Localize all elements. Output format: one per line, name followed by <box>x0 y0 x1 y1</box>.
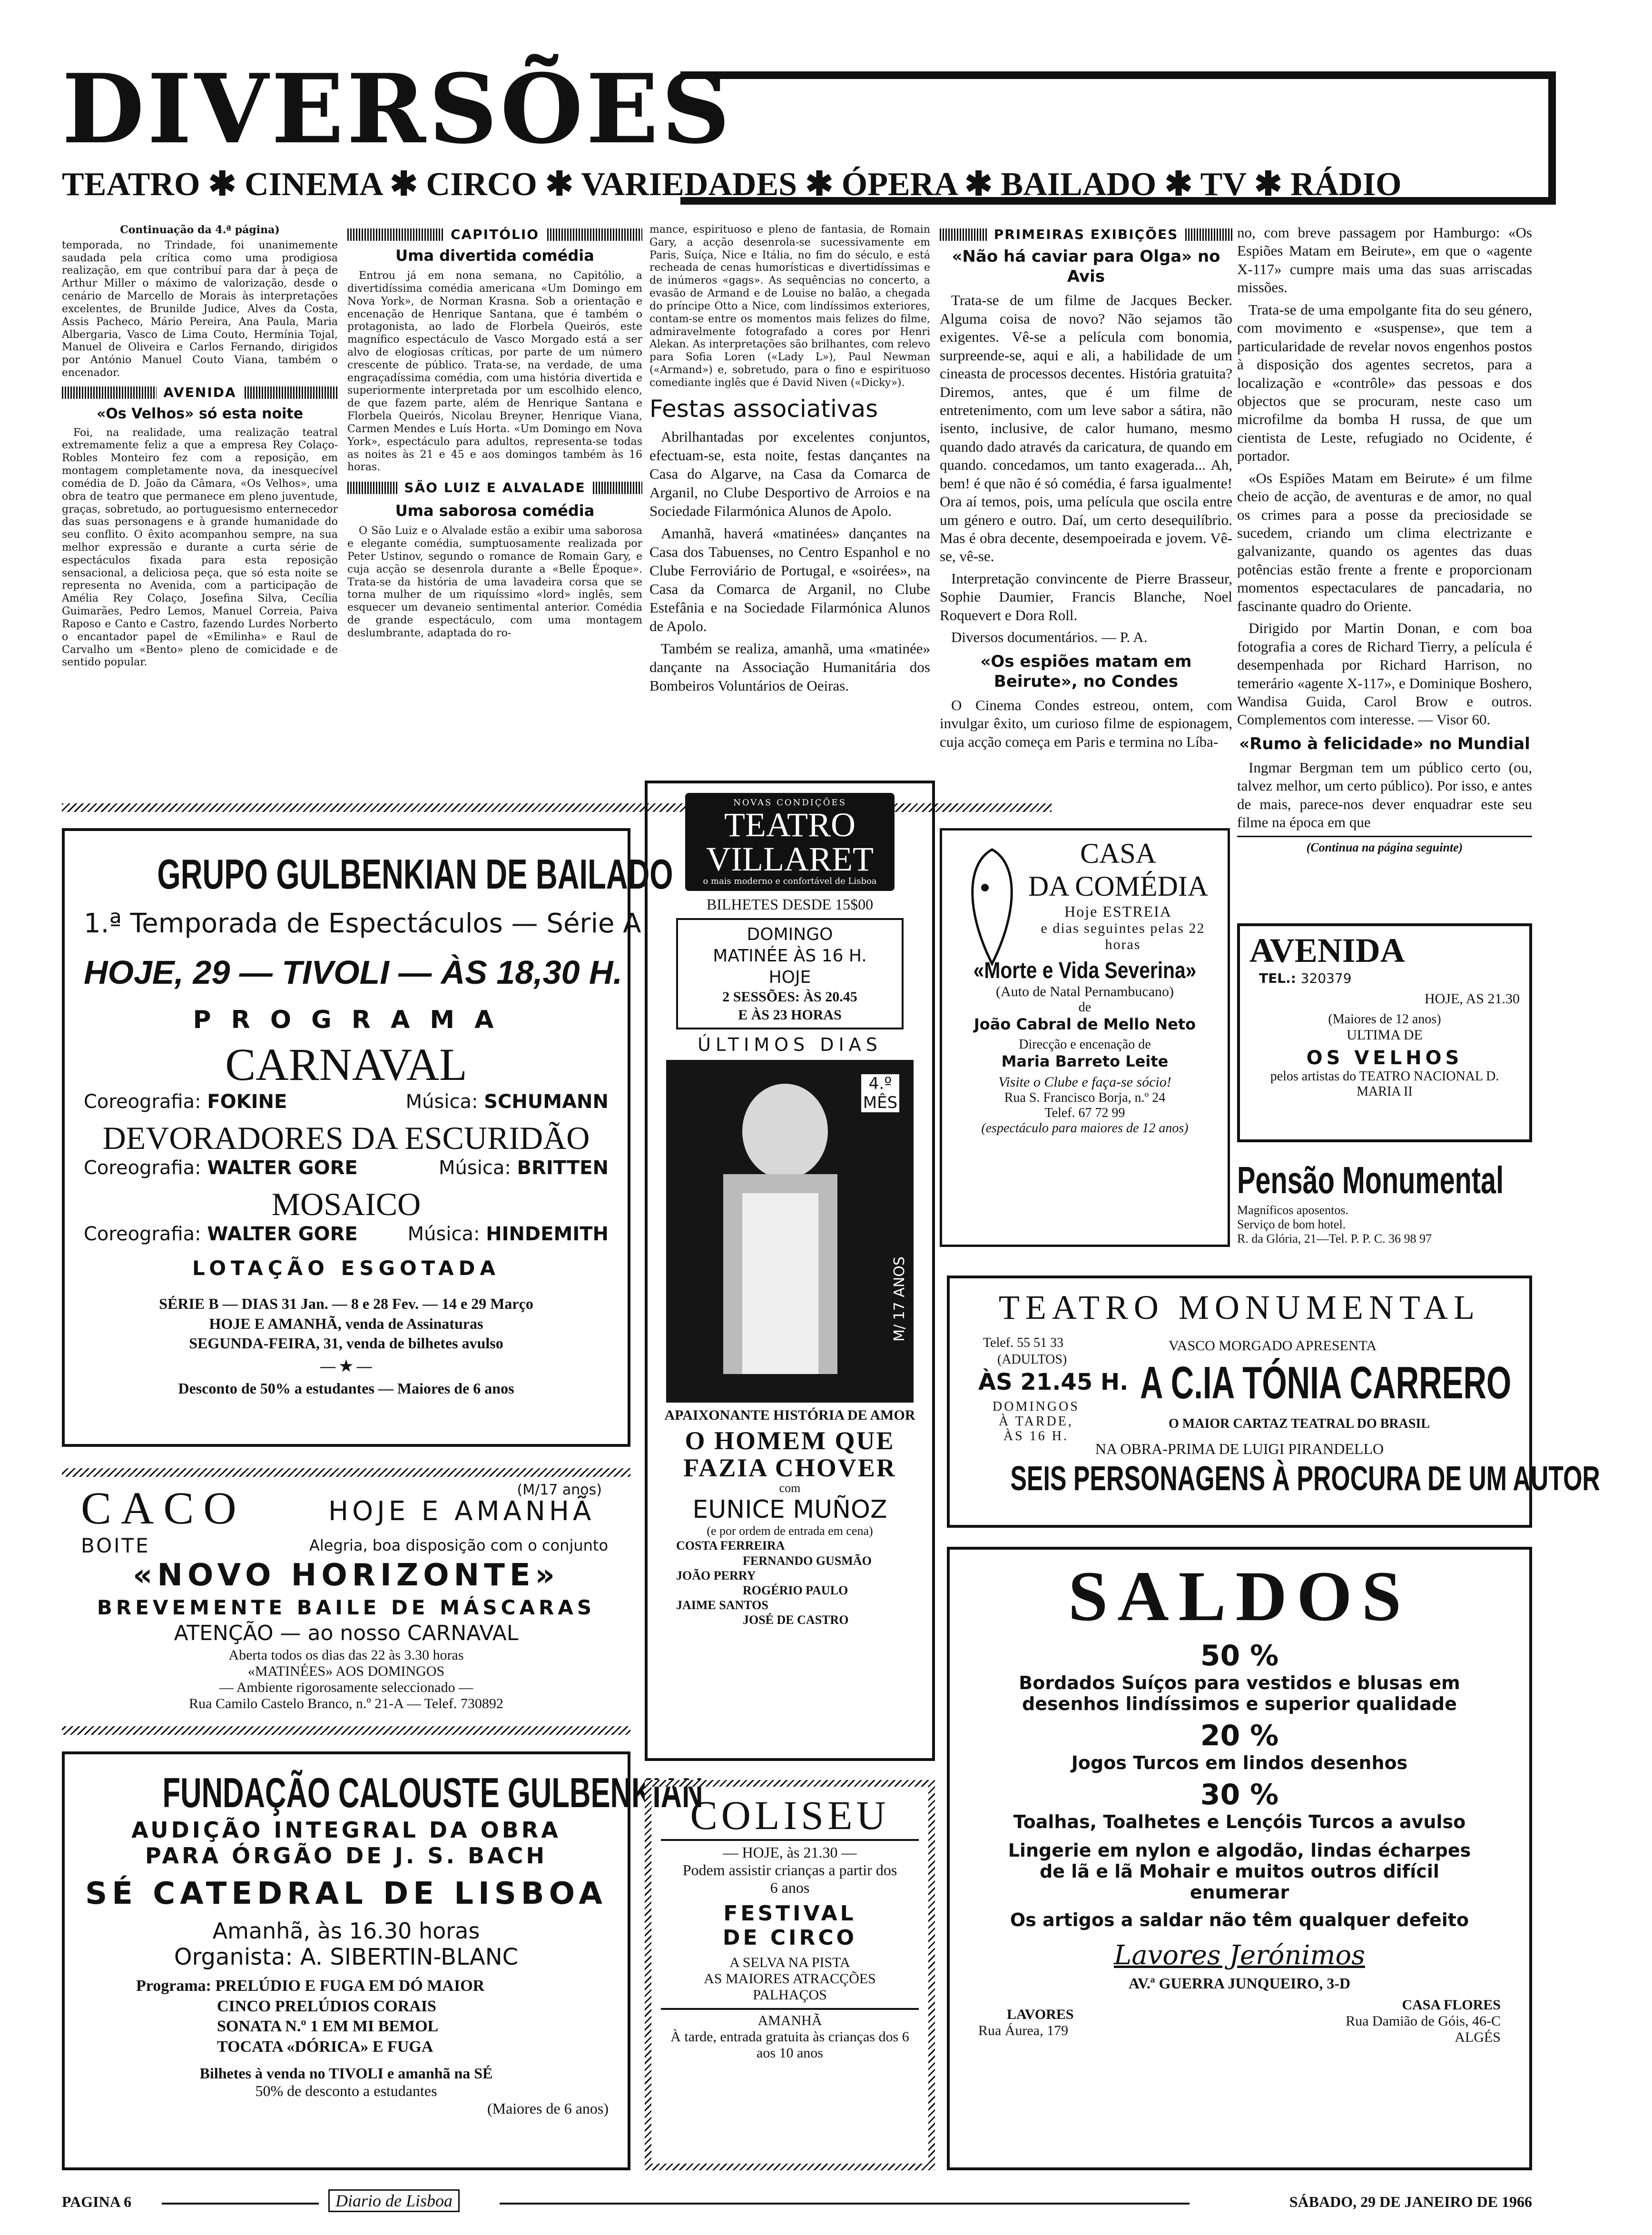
desc-30: Toalhas, Toalhetes e Lençóis Turcos a avulso <box>1013 1811 1466 1832</box>
line3: R. da Glória, 21—Tel. P. P. C. 36 98 97 <box>1237 1232 1432 1246</box>
tickets: Bilhetes à venda no TIVOLI e amanhã na SÉ <box>199 2065 493 2082</box>
age: (Maiores de 12 anos) <box>1328 1012 1441 1027</box>
line1: Magníficos aposentos. <box>1237 1203 1348 1217</box>
masthead-title: DIVERSÕES <box>62 53 733 165</box>
circo: DE CIRCO <box>722 1926 857 1950</box>
piece-mosaico: MOSAICO <box>271 1186 421 1222</box>
age-label: M/ 17 ANOS <box>891 1256 908 1342</box>
subtitle: (Auto de Natal Pernambucano) <box>995 984 1174 999</box>
column-5 <box>1237 224 1532 855</box>
schedule: e dias seguintes pelas 22 horas <box>1041 920 1205 952</box>
season: 1.ª Temporada de Espectáculos — Série A <box>84 908 641 939</box>
article-text: Também se realiza, amanhã, uma «matinée» dançante na Associação Humanitária dos Bombeiros Voluntários de Oeiras. <box>649 640 930 694</box>
headline-rumo: «Rumo à felicidade» no Mundial <box>1239 734 1530 753</box>
tagline: Alegria, boa disposição com o conjunto <box>309 1536 609 1554</box>
credits-mosaico: Coreografia: WALTER GORE Música: HINDEMITH <box>84 1223 609 1245</box>
tag2: AS MAIORES ATRACÇÕES <box>704 1971 876 1987</box>
price: BILHETES DESDE 15$00 <box>706 896 874 913</box>
credits-devoradores: Coreografia: WALTER GORE Música: BRITTEN <box>84 1157 609 1179</box>
article-text: Foi, na realidade, uma realização teatral extremamente feliz a que a empresa Rey Colaço-Robles Monteiro fez com a reposição, em montagem completamente nova, da inesquecível comédia de D. João da Câmara, «Os Velhos», uma obra de teatro que permanece em pleno juventude, graças, sobretudo, ao portuguesismo enternecedor das suas personagens e à grande humanidade do seu conflito. O êxito acompanhou sempre, na sua melhor expressão e durante a curta série de espectáculos fixada para esta reposição sensacional, a deliciosa peça, que só esta noite se representa no Avenida, com a participação de Amélia Rey Colaço, Josefina Silva, Cecília Guimarães, Pedro Lemos, Manuel Correia, Paiva Raposo e Canto e Castro, fazendo Lurdes Norberto o encantador papel de «Emilinha» e Raul de Carvalho um «Bento» pleno de comicidade e de sentido popular. <box>62 426 338 669</box>
article-text: mance, espirituoso e pleno de fantasia, de Romain Gary, a acção desenrola-se sucessivamente em Paris, Suíça, Nice e Itália, no fim do século, e está recheada de cenas humorísticas e divertidíssimas e de inúmeros «gags». As sequências no concerto, a evasão de Armand e de Louise no balão, a chegada do príncipe Otto a Nice, com lindíssimos exteriores, contam-se entre os momentos mais felizes do filme, admiravelmente fotografado a cores por Henri Alekan. As interpretações são brilhantes, com relevo para Sofia Loren («Lady L»), Paul Newman («Armand») e, sobretudo, para o fino e espirituoso comediante inglês que é David Niven («Dicky»). <box>649 224 930 389</box>
director: Maria Barreto Leite <box>1001 1052 1169 1070</box>
phone: Telef. 55 51 33 <box>983 1335 1064 1350</box>
discount: Desconto de 50% a estudantes — Maiores de 6 anos <box>178 1380 514 1397</box>
page-footer <box>62 2189 1532 2218</box>
ad-title: GRUPO GULBENKIAN DE BAILADO <box>157 850 673 898</box>
age: (Maiores de 6 anos) <box>487 2100 609 2117</box>
actress-photo <box>666 1060 914 1403</box>
age-note: (espectáculo para maiores de 12 anos) <box>981 1121 1189 1136</box>
separator-star: — ★ — <box>320 1357 372 1375</box>
ambiente: — Ambiente rigorosamente seleccionado — <box>219 1680 473 1695</box>
desc-defects: Os artigos a saldar não têm qualquer defeito <box>1010 1909 1469 1930</box>
headline-divertida: Uma divertida comédia <box>395 247 594 265</box>
column-1 <box>62 224 338 673</box>
sold-out: LOTAÇÃO ESGOTADA <box>192 1256 500 1280</box>
programa-label: P R O G R A M A <box>193 1006 500 1034</box>
name2: DA COMÉDIA <box>1028 870 1209 902</box>
article-text: temporada, no Trindade, foi unanimemente saudada pela crítica como uma prodigiosa realização, em que contribuí para dar à peça de Arthur Miller o máximo de valorização, desde o cenário de Marcello de Morais às interpretações excelentes, de Brunilde Judice, Alves da Costa, Assis Pacheco, Mário Pereira, Ana Paula, Maria Albergaria, Vasco de Lima Couto, Hermínia Tojal, Manuel de Oliveira e Carlos Fernando, dirigidos por António Manuel Couto Viana, também o encenador. <box>62 239 338 379</box>
with-label: com <box>779 1481 801 1495</box>
article-text: Diversos documentários. — P. A. <box>951 629 1148 646</box>
ad-pensao-monumental <box>1237 1161 1532 1252</box>
adults: (ADULTOS) <box>997 1352 1067 1367</box>
carnaval-note: ATENÇÃO — ao nosso CARNAVAL <box>174 1621 519 1645</box>
line1: AUDIÇÃO INTEGRAL DA OBRA <box>131 1817 561 1843</box>
serie-b-dates: SÉRIE B — DIAS 31 Jan. — 8 e 28 Fev. — 14 e 29 Março <box>159 1295 533 1312</box>
column-2 <box>347 224 642 644</box>
ad-teatro-villaret <box>645 781 935 1761</box>
phone: TEL.: 320379 <box>1259 970 1352 986</box>
ad-avenida <box>1237 923 1532 1142</box>
boite-label: BOITE <box>81 1534 150 1557</box>
performers: pelos artistas do TEATRO NACIONAL D. MARIA II <box>1270 1069 1499 1099</box>
club-note: Visite o Clube e faça-se sócio! <box>998 1074 1171 1090</box>
line2: Serviço de bom hotel. <box>1237 1217 1346 1231</box>
brand-signature: Lavores Jerónimos <box>1114 1939 1365 1971</box>
schedule-box: DOMINGO MATINÉE ÀS 16 H. HOJE 2 SESSÕES: ÀS 20.45 E ÀS 23 HORAS <box>676 918 904 1029</box>
play-title: «Morte e Vida Severina» <box>973 958 1197 983</box>
ad-teatro-monumental <box>947 1276 1600 1528</box>
desc-lingerie: Lingerie em nylon e algodão, lindas écharpes de lã e lã Mohair e muitos outros difícil enumerar <box>1008 1839 1471 1903</box>
article-text: Trata-se de um filme de Jacques Becker. Alguma coisa de novo? Não sejamos tão exigentes. Vê-se a película com bonomia, surpreende-se, aqui e ali, a habilidade de um cineasta de processos decentes. História gratuita? Diremos, antes, que é um filme de entretenimento, com um leve sabor a sátira, não isento, inclusive, de calor humano, mesmo quando dado através da caricatura, de quando em quando. concedamos, um tanto exagerada... Ah, bem! é que não é só comédia, é farsa igualmente! Ora aí temos, pois, uma película que oscila entre um género e outro. Daí, um certo desequilíbrio. Mas é obra decente, desempoeirada e jovem. Vê-se, vê-se. <box>940 292 1232 565</box>
footer-rule-left <box>162 2203 319 2205</box>
address: Rua Camilo Castelo Branco, n.º 21-A — Telef. 730892 <box>189 1696 503 1711</box>
tomorrow-note: À tarde, entrada gratuita às crianças dos 6 aos 10 anos <box>670 2029 909 2061</box>
ad-fundacao-gulbenkian <box>62 1751 703 2170</box>
lead-actress: EUNICE MUÑOZ <box>692 1495 887 1524</box>
ad-title: TEATRO MONUMENTAL <box>998 1288 1481 1326</box>
credits-carnaval: Coreografia: FOKINE Música: SCHUMANN <box>84 1091 609 1113</box>
tomorrow: AMANHÃ <box>661 2008 919 2029</box>
article-text: Abrilhantadas por excelentes conjuntos, efectuam-se, esta noite, festas dançantes na Casa do Algarve, na Casa da Comarca de Arganil, no Clube Desportivo de Arroios e na Sociedade Filarmónica Alunos de Apolo. <box>649 428 930 519</box>
venue-time: HOJE, 29 — TIVOLI — ÀS 18,30 H. <box>84 954 623 991</box>
piece-devoradores: DEVORADORES DA ESCURIDÃO <box>102 1120 590 1156</box>
venue: SÉ CATEDRAL DE LISBOA <box>85 1876 607 1911</box>
serie-b-tickets: SEGUNDA-FEIRA, 31, venda de bilhetes avulso <box>189 1335 503 1352</box>
ad-title: FUNDAÇÃO CALOUSTE GULBENKIAN <box>162 1769 703 1816</box>
play-title: O HOMEM QUE FAZIA CHOVER <box>683 1426 896 1482</box>
pct-30: 30 % <box>1200 1778 1279 1811</box>
company: A C.IA TÓNIA CARRERO <box>1140 1357 1512 1408</box>
sundays: DOMINGOS À TARDE, ÀS 16 H. <box>993 1399 1080 1444</box>
ad-gulbenkian-bailado <box>62 828 673 1447</box>
phone: Telef. 67 72 99 <box>1044 1106 1125 1120</box>
article-text: no, com breve passagem por Hamburgo: «Os Espiões Matam em Beirute», em que o «agente X-117» cumpre mais uma das suas arriscadas missões. <box>1237 224 1532 296</box>
mask-icon <box>956 845 1028 969</box>
direction: Direcção e encenação de <box>1019 1037 1151 1052</box>
time: ÀS 21.45 H. <box>978 1369 1129 1395</box>
pct-50: 50 % <box>1200 1639 1279 1672</box>
line2: PARA ÓRGÃO DE J. S. BACH <box>145 1843 547 1869</box>
discount: 50% de desconto a estudantes <box>255 2082 437 2099</box>
play-title: SEIS PERSONAGENS À PROCURA DE UM AUTOR <box>1010 1460 1600 1498</box>
footer-rule-right <box>500 2203 1190 2205</box>
headline-festas: Festas associativas <box>649 395 878 423</box>
article-text: Entrou já em nona semana, no Capitólio, a divertidíssima comédia americana «Um Domingo em Nova York», de Norman Krasna. Sob a orientação e encenação de Henrique Santana, que é também o protagonista, ao lado de Florbela Queirós, este magnífico espectáculo de Vasco Morgado está a ser alvo de elogiosas críticas, por parte de um número crescente de público. Trata-se, na verdade, de uma engraçadíssima comédia, com uma história divertida e superiormente interpretada por um escolhido elenco, de que fazem parte, além de Henrique Santana e Florbela Queirós, Nicolau Breyner, Henrique Viana, Carmen Mendes e Luís Horta. «Um Domingo em Nova York», espectáculo para adultos, representa-se todas as noites às 21 e 45 e aos domingos também às 16 horas. <box>347 270 642 474</box>
section-bar-avenida: AVENIDA <box>62 386 338 399</box>
ad-saldos <box>947 1547 1532 2170</box>
month-label: 4.º MÊS <box>861 1074 899 1112</box>
tag1: A SELVA NA PISTA <box>729 1955 850 1970</box>
last-days: ÚLTIMOS DIAS <box>698 1034 882 1055</box>
ad-title: COLISEU <box>690 1792 890 1838</box>
article-text: Amanhã, haverá «matinées» dançantes na Casa dos Tabuenses, no Centro Espanhol e no Clube Ferroviário de Portugal, e «soirées», na Casa da Comarca de Arganil, no Clube Estefânia e na Sociedade Filarmónica Alunos de Apolo. <box>649 525 930 635</box>
article-text: O São Luiz e o Alvalade estão a exibir uma saborosa e elegante comédia, sumptuosamente realizada por Peter Ustinov, segundo o romance de Romain Gary, e cuja acção se desenrola durante a «Belle Époque». Trata-se da história de uma lavadeira corsa que se torna mulher de um riquíssimo «lord» inglês, sem esquecer um devaneio sentimental anterior. Comédia de grande espectáculo, com uma montagem deslumbrante, adaptada do ro- <box>347 525 642 639</box>
today-tomorrow: HOJE E AMANHÃ <box>328 1496 595 1527</box>
band-name: «NOVO HORIZONTE» <box>133 1558 560 1593</box>
order-note: (e por ordem de entrada em cena) <box>707 1524 873 1538</box>
continue-note: (Continua na página seguinte) <box>1237 836 1532 855</box>
age-rating: (M/17 anos) <box>517 1482 602 1498</box>
article-text: Trata-se de uma empolgante fita do seu género, com movimento e «suspense», que tem a particularidade de revelar novos engenhos postos à disposição dos agentes secretos, para a localização e «contrôle» das pessoas e dos objectos que se procuram, neste caso um microfilme da bomba H russa, de que um cientista de Leste, refugiado no Ocidente, é portador. <box>1237 301 1532 465</box>
ad-caco <box>62 1468 630 1735</box>
villaret-logo: NOVAS CONDIÇÕES TEATRO VILLARET o mais moderno e confortável de Lisboa <box>685 793 895 891</box>
address: Rua S. Francisco Borja, n.º 24 <box>1004 1090 1166 1105</box>
play-title: OS VELHOS <box>1306 1047 1463 1069</box>
organist: Organista: A. SIBERTIN-BLANC <box>174 1944 519 1970</box>
premiere: Hoje ESTREIA <box>1064 903 1172 920</box>
ad-title: SALDOS <box>1068 1557 1411 1636</box>
ad-title: Pensão Monumental <box>1237 1159 1504 1201</box>
ad-casa-comedia <box>940 828 1230 1247</box>
issue-date: SÁBADO, 29 DE JANEIRO DE 1966 <box>1289 2193 1532 2210</box>
masked-ball: BREVEMENTE BAILE DE MÁSCARAS <box>97 1596 596 1619</box>
hours: Aberta todos os dias das 22 às 3.30 horas <box>228 1647 464 1663</box>
column-4 <box>940 224 1232 755</box>
time: Amanhã, às 16.30 horas <box>212 1918 480 1944</box>
story: APAIXONANTE HISTÓRIA DE AMOR <box>664 1407 915 1423</box>
headline-os-velhos: «Os Velhos» só esta noite <box>96 405 304 422</box>
section-bar-primeiras: PRIMEIRAS EXIBIÇÕES <box>940 228 1232 241</box>
article-text: Dirigido por Martin Donan, e com boa fotografia a cores de Richard Tierry, a película é desempenhada por Richard Harrison, no temerário «agente X-117», e Dominique Boshero, Wandisa Guida, Carol Brow e outros. Complementos com interesse. — Visor 60. <box>1237 620 1532 728</box>
last-label: ULTIMA DE <box>1347 1027 1423 1043</box>
section-bar-capitolio: CAPITÓLIO <box>347 228 642 241</box>
desc-50: Bordados Suíços para vestidos e blusas em desenhos lindíssimos e superior qualidade <box>1019 1672 1460 1714</box>
masterpiece: NA OBRA-PRIMA DE LUIGI PIRANDELLO <box>1095 1440 1384 1457</box>
article-text: «Os Espiões Matam em Beirute» é um filme cheio de acção, de aventuras e de amor, no qual os crimes para a posse da preciosidade se sucedem, criando um clima electrizante e galvanizante, quando os agentes das duas potências estão frente a frente e proporcionam momentos espectaculares de pancadaria, no fascinante quadro do Oriente. <box>1237 469 1532 614</box>
desc-20: Jogos Turcos em lindos desenhos <box>1071 1752 1408 1773</box>
matinees: «MATINÉES» AOS DOMINGOS <box>247 1663 445 1679</box>
time: — HOJE, às 21.30 — <box>661 1839 919 1861</box>
de-label: de <box>1078 1000 1092 1015</box>
headline-saborosa: Uma saborosa comédia <box>395 502 595 520</box>
programme: Programa: PRELÚDIO E FUGA EM DÓ MAIOR CINCO PRELÚDIOS CORAIS SONATA N.º 1 EM MI BEMOL TOCATA «DÓRICA» E FUGA <box>136 1977 485 2056</box>
piece-carnaval: CARNAVAL <box>225 1039 467 1090</box>
pct-20: 20 % <box>1200 1719 1279 1752</box>
article-text: O Cinema Condes estreou, ontem, com invulgar êxito, um curioso filme de espionagem, cuja acção começa em Paris e termina no Líba- <box>940 696 1232 750</box>
headline-espioes: «Os espiões matam em Beirute», no Condes <box>980 652 1192 691</box>
branches: LAVORES Rua Áurea, 179 CASA FLORES Rua Damião de Góis, 46-C ALGÉS <box>978 1997 1501 2045</box>
article-text: Ingmar Bergman tem um público certo (ou, talvez melhor, um certo público). Por isso, e antes de mais, parece-nos dever enquadrar este seu filme na época em que <box>1237 759 1532 831</box>
ad-title: AVENIDA <box>1249 931 1405 969</box>
column-3 <box>649 224 930 699</box>
page-number: PAGINA 6 <box>62 2193 132 2210</box>
ad-title: CACO <box>81 1483 246 1533</box>
masthead-subtitle: TEATRO ✱ CINEMA ✱ CIRCO ✱ VARIEDADES ✱ ÓPERA ✱ BAILADO ✱ TV ✱ RÁDIO <box>62 166 1402 203</box>
author: João Cabral de Mello Neto <box>974 1015 1196 1033</box>
address-main: AV.ª GUERRA JUNQUEIRO, 3-D <box>1128 1974 1351 1992</box>
time: HOJE, AS 21.30 <box>1424 991 1520 1007</box>
article-text: Interpretação convincente de Pierre Brasseur, Sophie Daumier, Francis Blanche, Noel Roquevert e Dora Roll. <box>940 570 1232 623</box>
name1: CASA <box>1080 838 1157 869</box>
tag3: PALHAÇOS <box>753 1987 827 2003</box>
poster-note: O MAIOR CARTAZ TEATRAL DO BRASIL <box>1169 1416 1430 1431</box>
cast: COSTA FERREIRA FERNANDO GUSMÃO JOÃO PERRY ROGÉRIO PAULO JAIME SANTOS JOSÉ DE CASTRO <box>676 1539 872 1627</box>
masthead <box>62 53 1480 214</box>
festival: FESTIVAL <box>723 1901 856 1926</box>
newspaper-name: Diario de Lisboa <box>328 2189 460 2212</box>
section-bar-sao-luiz: SÃO LUIZ E ALVALADE <box>347 482 642 494</box>
presenter: VASCO MORGADO APRESENTA <box>1169 1338 1377 1354</box>
continuation-note: Continuação da 4.ª página) <box>120 224 280 236</box>
serie-b-subscriptions: HOJE E AMANHÃ, venda de Assinaturas <box>209 1315 483 1332</box>
headline-caviar: «Não há caviar para Olga» no Avis <box>952 247 1220 287</box>
ad-coliseu <box>645 1780 935 2170</box>
kids-note: Podem assistir crianças a partir dos 6 anos <box>682 1861 897 1896</box>
